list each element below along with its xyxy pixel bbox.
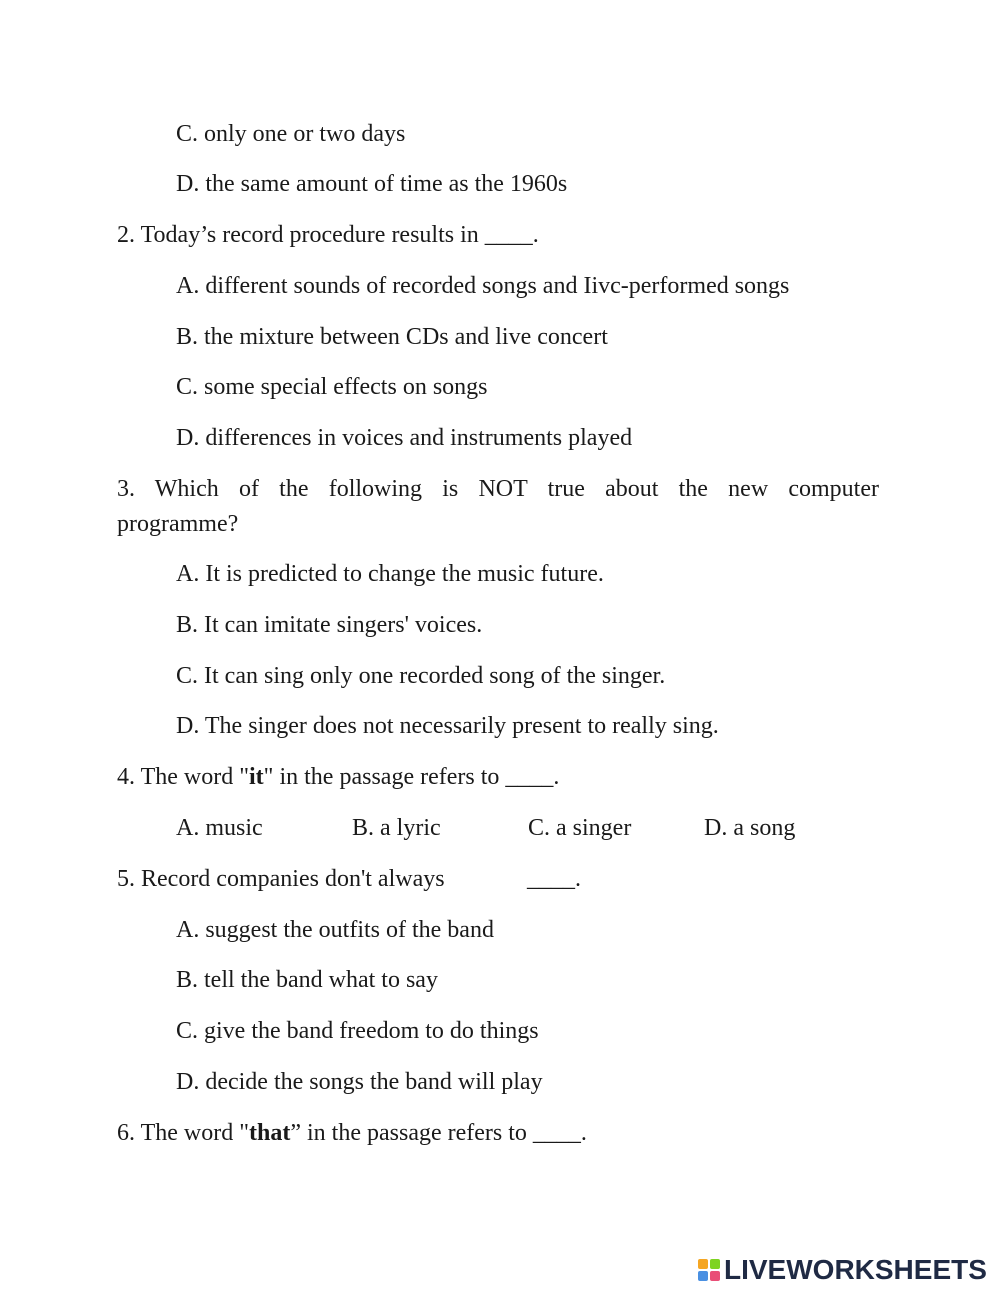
logo-square-4 (710, 1271, 720, 1281)
q1-option-c: C. only one or two days (176, 121, 406, 147)
q1-option-d: D. the same amount of time as the 1960s (176, 171, 568, 197)
q6-question (117, 1118, 587, 1148)
q4-question (117, 762, 559, 792)
q5-blank: ____. (527, 866, 581, 892)
q4-prefix: 4. The word " (117, 764, 249, 790)
logo-square-1 (698, 1259, 708, 1269)
q3-question-line2: programme? (117, 511, 239, 537)
q2-option-b: B. the mixture between CDs and live concert (176, 324, 608, 350)
q4-option-b: B. a lyric (352, 815, 441, 841)
q4-keyword: it (249, 764, 264, 790)
q6-keyword: that (249, 1120, 291, 1146)
logo-text: LIVEWORKSHEETS (724, 1254, 987, 1285)
q2-option-a: A. different sounds of recorded songs and Iivc-performed songs (176, 273, 790, 299)
q2-question: 2. Today’s record procedure results in ____. (117, 222, 539, 248)
q4-option-d: D. a song (704, 815, 796, 841)
q4-suffix: " in the passage refers to ____. (263, 764, 560, 790)
q5-option-d: D. decide the songs the band will play (176, 1069, 543, 1095)
q3-option-a: A. It is predicted to change the music future. (176, 561, 604, 587)
q3-option-d: D. The singer does not necessarily present to really sing. (176, 713, 719, 739)
logo-square-3 (698, 1271, 708, 1281)
q2-option-d: D. differences in voices and instruments played (176, 425, 633, 451)
q3-option-b: B. It can imitate singers' voices. (176, 612, 483, 638)
q5-option-a: A. suggest the outfits of the band (176, 917, 494, 943)
q5-option-c: C. give the band freedom to do things (176, 1018, 539, 1044)
q5-question: 5. Record companies don't always (117, 866, 445, 892)
q2-option-c: C. some special effects on songs (176, 374, 488, 400)
q6-prefix: 6. The word " (117, 1120, 249, 1146)
q3-option-c: C. It can sing only one recorded song of the singer. (176, 663, 666, 689)
logo-square-2 (710, 1259, 720, 1269)
logo-mark-icon (698, 1259, 720, 1281)
q5-option-b: B. tell the band what to say (176, 967, 438, 993)
q3-question-line1: 3. Which of the following is NOT true about the new computer (117, 476, 879, 502)
q6-suffix: ” in the passage refers to ____. (290, 1120, 587, 1146)
liveworksheets-logo (698, 1254, 987, 1286)
q4-option-a: A. music (176, 815, 263, 841)
q4-option-c: C. a singer (528, 815, 632, 841)
